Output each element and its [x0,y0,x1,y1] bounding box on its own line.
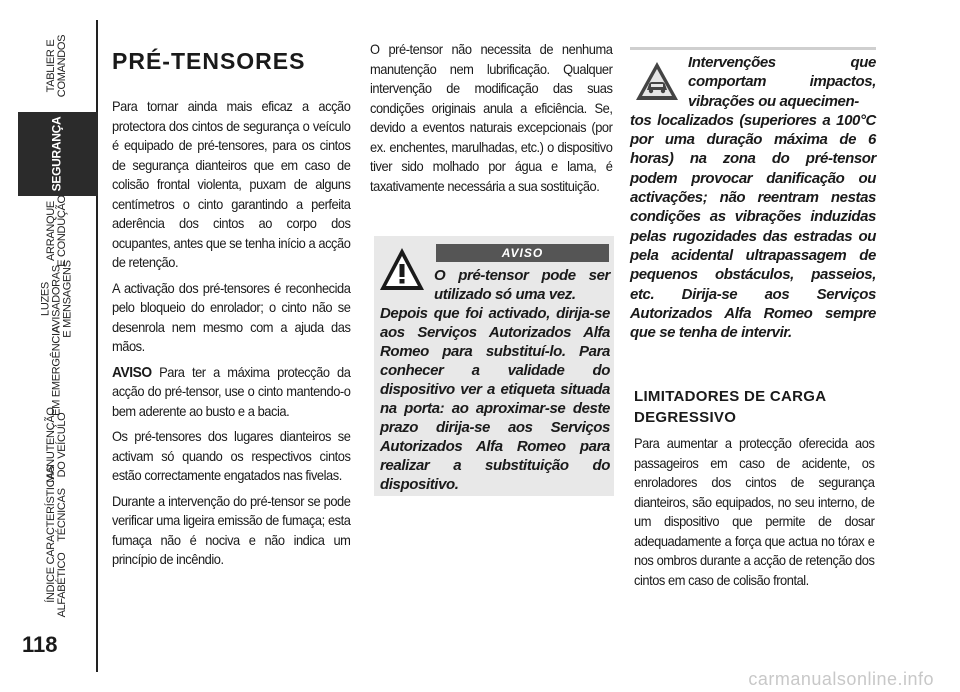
paragraph: O pré-tensor não necessita de nenhuma manutenção nem lubrificação. Qualquer intervenção de modificação das suas condições originais anula a eficiência. Se, devido a eventos naturais excepcionais (por ex. enchentes, marulhadas, etc.) o dispositivo tiver sido molhado por água e lama, é taxativamente necessária a sua sostituição. [370,41,613,194]
paragraph: A activação dos pré-tensores é reconhecida pelo bloqueio do enrolador; o cinto não se desenrola nem mesmo com a ajuda das mãos. [112,279,351,354]
watermark: carmanualsonline.info [748,669,934,689]
column-maintenance [370,40,614,202]
tab-luzes-avisadoras[interactable] [18,260,98,338]
tab-indice-alfabetico[interactable] [18,550,98,620]
tab-label: CARACTERÍSTICAS TÉCNICAS [45,465,68,565]
paragraph: Durante a intervenção do pré-tensor se pode verificar uma ligeira emissão de fumaça; esta fumaça não é nociva e não indica um princípio de incêndio. [112,492,351,567]
aviso-label: AVISO [112,363,152,381]
column-pre-tensores [112,40,352,576]
tab-arranque-conducao[interactable] [18,196,98,266]
impact-note-rest: tos localizados (superiores a 100°C por uma duração máxima de 6 horas) na zona do pré-tensor podem provocar danificação ou activações; não reentram nestas condições as vibrações induzidas pelas rugozidades das estradas ou pela acidental ultrapassagem de pequenos obstáculos, passeios, etc. Dirija-se aos Serviços Autorizados Alfa Romeo sempre que se tenha de intervir. [630,111,876,342]
chapter-sidebar [0,0,105,692]
divider [630,47,876,50]
tab-label: EM EMERGÊNCIA [50,326,63,416]
paragraph: Para aumentar a protecção oferecida aos passageiros em caso de acidente, os enroladores dos cintos de segurança dianteiros, são equipados, no seu interno, de um dispositivo que permite de dosar adequadamente a força que actua no tórax e nos ombros durante a acção de retenção dos cintos em caso de colisão frontal. [634,435,875,588]
tab-label: LUZES AVISADORAS E MENSAGENS [39,260,74,338]
tab-label: ÍNDICE ALFABÉTICO [45,552,68,618]
tab-label: MANUTENÇÃO DO VEÍCULO [45,407,68,483]
section-title: PRÉ-TENSORES [112,48,306,74]
section-title-line: LIMITADORES DE CARGA [634,388,827,405]
tab-label: SEGURANÇA [49,116,64,192]
warning-lead: O pré-tensor pode ser utilizado só uma vez. [434,267,610,303]
aviso-text: Para ter a máxima protecção da acção do pré-tensor, use o cinto mantendo-o bem aderente ao busto e a bacia. [112,363,351,419]
section-title-line: DEGRESSIVO [634,409,737,426]
tab-seguranca[interactable] [18,112,98,196]
page-number: 118 [22,632,58,657]
tab-caracteristicas-tecnicas[interactable] [18,465,98,565]
column-limitadores [634,434,876,596]
paragraph-aviso [112,363,350,422]
paragraph: Os pré-tensores dos lugares dianteiros se activam só quando os respectivos cintos estão correctamente engatados nas fivelas. [112,428,351,483]
paragraph: Para tornar ainda mais eficaz a acção protectora dos cintos de segurança o veículo é equipado de pré-tensores, para os cintos de segurança dianteiros que em caso de colisão frontal violenta, puxam de alguns centímetros o cinto garantindo a perfeita aderência dos cintos ao corpo dos ocupantes, antes que se tenha início a acção de retenção. [112,98,351,270]
impact-note-lead: Intervenções que comportam impactos, vibrações ou aquecimen- [688,54,876,110]
section-title-limitadores [634,386,874,428]
tab-label: ARRANQUE E CONDUÇÃO [45,195,68,267]
tab-label: TABLIER E COMANDOS [45,34,68,98]
tab-tablier-comandos[interactable] [18,20,98,112]
tab-em-emergencia[interactable] [18,326,98,416]
impact-note [630,53,876,342]
warning-label: AVISO [436,244,609,262]
warning-text [380,266,610,494]
warning-rest: Depois que foi activado, dirija-se aos Serviços Autorizados Alfa Romeo para substituí-lo. Para conhecer a validade do dispositivo ver a etiqueta situada na porta: ao aproximar-se deste prazo dirija-se aos Serviços Autorizados Alfa Romeo para realizar a substituição do dispositivo. [380,305,610,493]
